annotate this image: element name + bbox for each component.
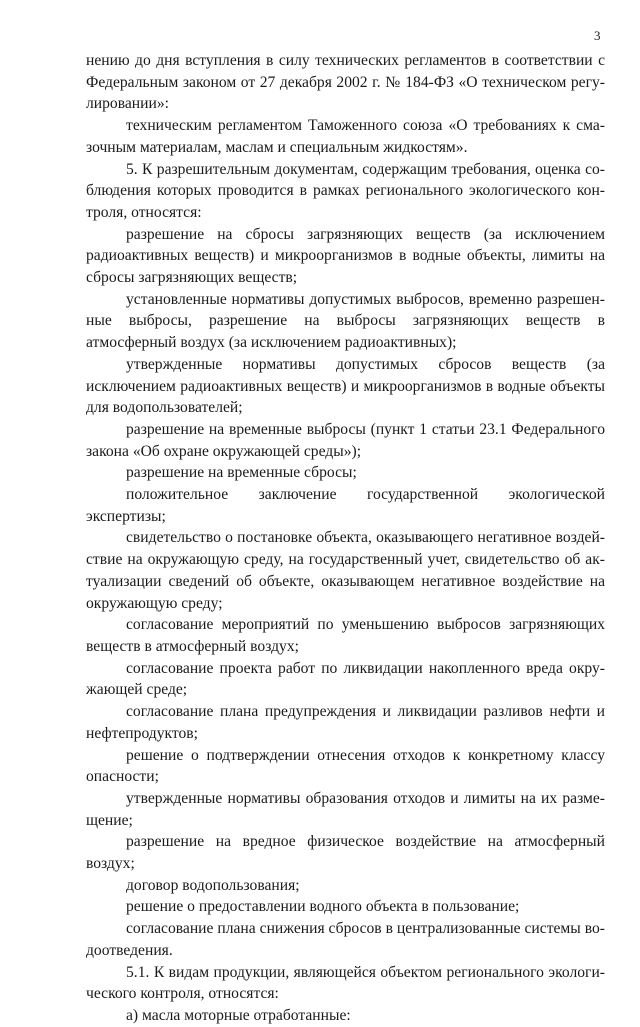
paragraph: а) масла моторные отработанные: bbox=[126, 1006, 351, 1024]
page-number: 3 bbox=[594, 28, 601, 43]
paragraph: разрешение на вредное физическое воздействие на атмосферный воздух; bbox=[86, 833, 605, 873]
paragraph: договор водопользования; bbox=[126, 876, 300, 894]
paragraph: техническим регламентом Таможенного союза «О требованиях к смазочным материалам, маслам и специальным жидкостям». bbox=[86, 117, 605, 156]
paragraph: свидетельство о постановке объекта, оказывающего негативное воздействие на окружающую среду, на государственный учет, свидетельство об актуализации сведений об объекте, оказывающем негативное воздействие на окружающую среду; bbox=[86, 529, 605, 612]
paragraph: установленные нормативы допустимых выбросов, временно разрешенные выбросы, разрешение на выбросы загрязняющих веществ в атмосферный воздух (за исключением радиоактивных); bbox=[86, 290, 605, 352]
paragraph: 5.1. К видам продукции, являющейся объектом регионального экологического контроля, относятся: bbox=[86, 963, 605, 1003]
paragraph: согласование проекта работ по ликвидации накопленного вреда окружающей среде; bbox=[86, 659, 605, 699]
paragraph: решение о подтверждении отнесения отходов к конкретному классу опасности; bbox=[86, 746, 605, 786]
paragraph: разрешение на временные сбросы; bbox=[126, 464, 357, 482]
paragraph: нению до дня вступления в силу технических регламентов в соответствии с Федеральным законом от 27 декабря 2002 г. № 184-ФЗ «О техническом регулировании»: bbox=[86, 52, 605, 113]
paragraph: согласование плана предупреждения и ликвидации разливов нефти и нефтепродуктов; bbox=[86, 703, 605, 742]
paragraph: решение о предоставлении водного объекта в пользование; bbox=[126, 898, 520, 916]
paragraph: утвержденные нормативы образования отходов и лимиты на их размещение; bbox=[86, 789, 605, 829]
paragraph: разрешение на временные выбросы (пункт 1 статьи 23.1 Федерального закона «Об охране окружающей среды»); bbox=[86, 420, 605, 460]
paragraph: разрешение на сбросы загрязняющих веществ (за исключением радиоактивных веществ) и микроорганизмов в водные объекты, лимиты на сбросы загрязняющих веществ; bbox=[86, 225, 605, 287]
document-body bbox=[86, 50, 605, 1027]
paragraph: утвержденные нормативы допустимых сбросов веществ (за исключением радиоактивных веществ) и микроорганизмов в водные объекты для водопользователей; bbox=[86, 355, 605, 417]
paragraph: согласование плана снижения сбросов в централизованные системы водоотведения. bbox=[86, 920, 605, 959]
paragraph: положительное заключение государственной экологической экспертизы; bbox=[86, 486, 605, 525]
paragraph: 5. К разрешительным документам, содержащим требования, оценка соблюдения которых проводится в рамках регионального экологического контроля, относятся: bbox=[86, 160, 605, 221]
paragraph: согласование мероприятий по уменьшению выбросов загрязняющих веществ в атмосферный воздух; bbox=[86, 616, 605, 655]
